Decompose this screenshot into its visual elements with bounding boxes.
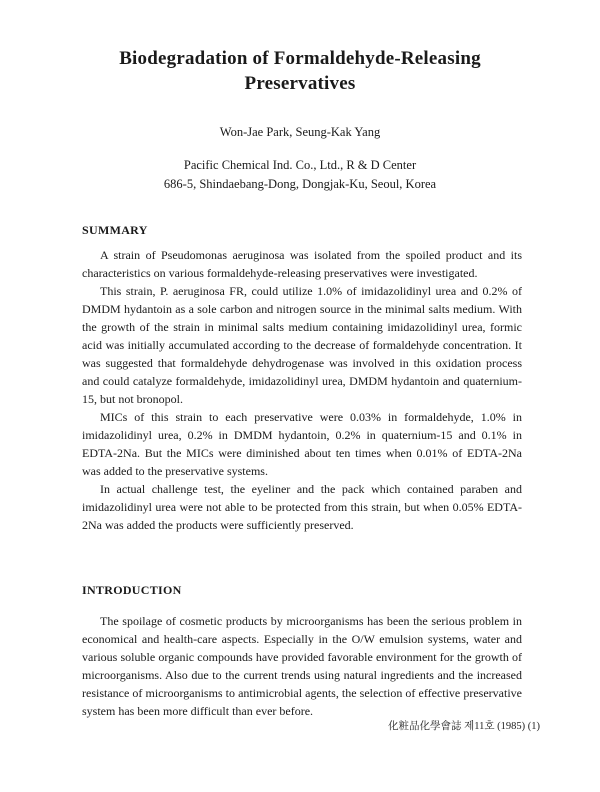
summary-heading: SUMMARY: [82, 223, 148, 237]
introduction-paragraph: The spoilage of cosmetic products by microorganisms has been the serious problem in economical and health-care aspects. Especially in the O/W emulsion systems, water and various soluble organic compounds have provided favorable environment for the growth of microorganisms. Also due to the current trends using natural ingredients and the increased resistance of microorganisms to antimicrobial agents, the selection of effective preservative system has been more difficult than ever before.: [82, 614, 522, 718]
affiliation: [0, 156, 600, 194]
summary-body: [82, 246, 522, 534]
title-line-1: Biodegradation of Formaldehyde-Releasing: [119, 48, 481, 69]
summary-paragraph: A strain of Pseudomonas aeruginosa was isolated from the spoiled product and its characteristics on various formaldehyde-releasing preservatives were investigated.: [82, 248, 522, 280]
summary-paragraph: This strain, P. aeruginosa FR, could utilize 1.0% of imidazolidinyl urea and 0.2% of DMDM hydantoin as a sole carbon and nitrogen source in the minimal salts medium. With the growth of the strain in minimal salts medium containing imidazolidinyl urea, formic acid was initially accumulated according to the decrease of formaldehyde concentration. It was suggested that formaldehyde dehydrogenase was involved in this oxidation process and could catalyze formaldehyde, imidazolidinyl urea, DMDM hydantoin and quaternium-15, but not bronopol.: [82, 284, 522, 406]
introduction-body: [82, 612, 522, 720]
title-line-2: Preservatives: [244, 73, 356, 94]
affiliation-line-2: 686-5, Shindaebang-Dong, Dongjak-Ku, Seoul, Korea: [163, 177, 437, 191]
introduction-heading: INTRODUCTION: [82, 583, 182, 597]
authors: Won-Jae Park, Seung-Kak Yang: [219, 125, 381, 139]
journal-footer: 化粧品化學會誌 제11호 (1985) (1): [387, 721, 540, 732]
paper-title: [60, 46, 540, 96]
summary-paragraph: In actual challenge test, the eyeliner and the pack which contained paraben and imidazolidinyl urea were not able to be protected from this strain, but when 0.05% EDTA-2Na was added the products were sufficiently preserved.: [82, 482, 522, 532]
summary-paragraph: MICs of this strain to each preservative were 0.03% in formaldehyde, 1.0% in imidazolidinyl urea, 0.2% in DMDM hydantoin, 0.2% in quaternium-15 and 0.1% in EDTA-2Na. But the MICs were diminished about ten times when 0.01% of EDTA-2Na was added to the preservative systems.: [82, 410, 522, 478]
affiliation-line-1: Pacific Chemical Ind. Co., Ltd., R & D Center: [183, 158, 417, 172]
